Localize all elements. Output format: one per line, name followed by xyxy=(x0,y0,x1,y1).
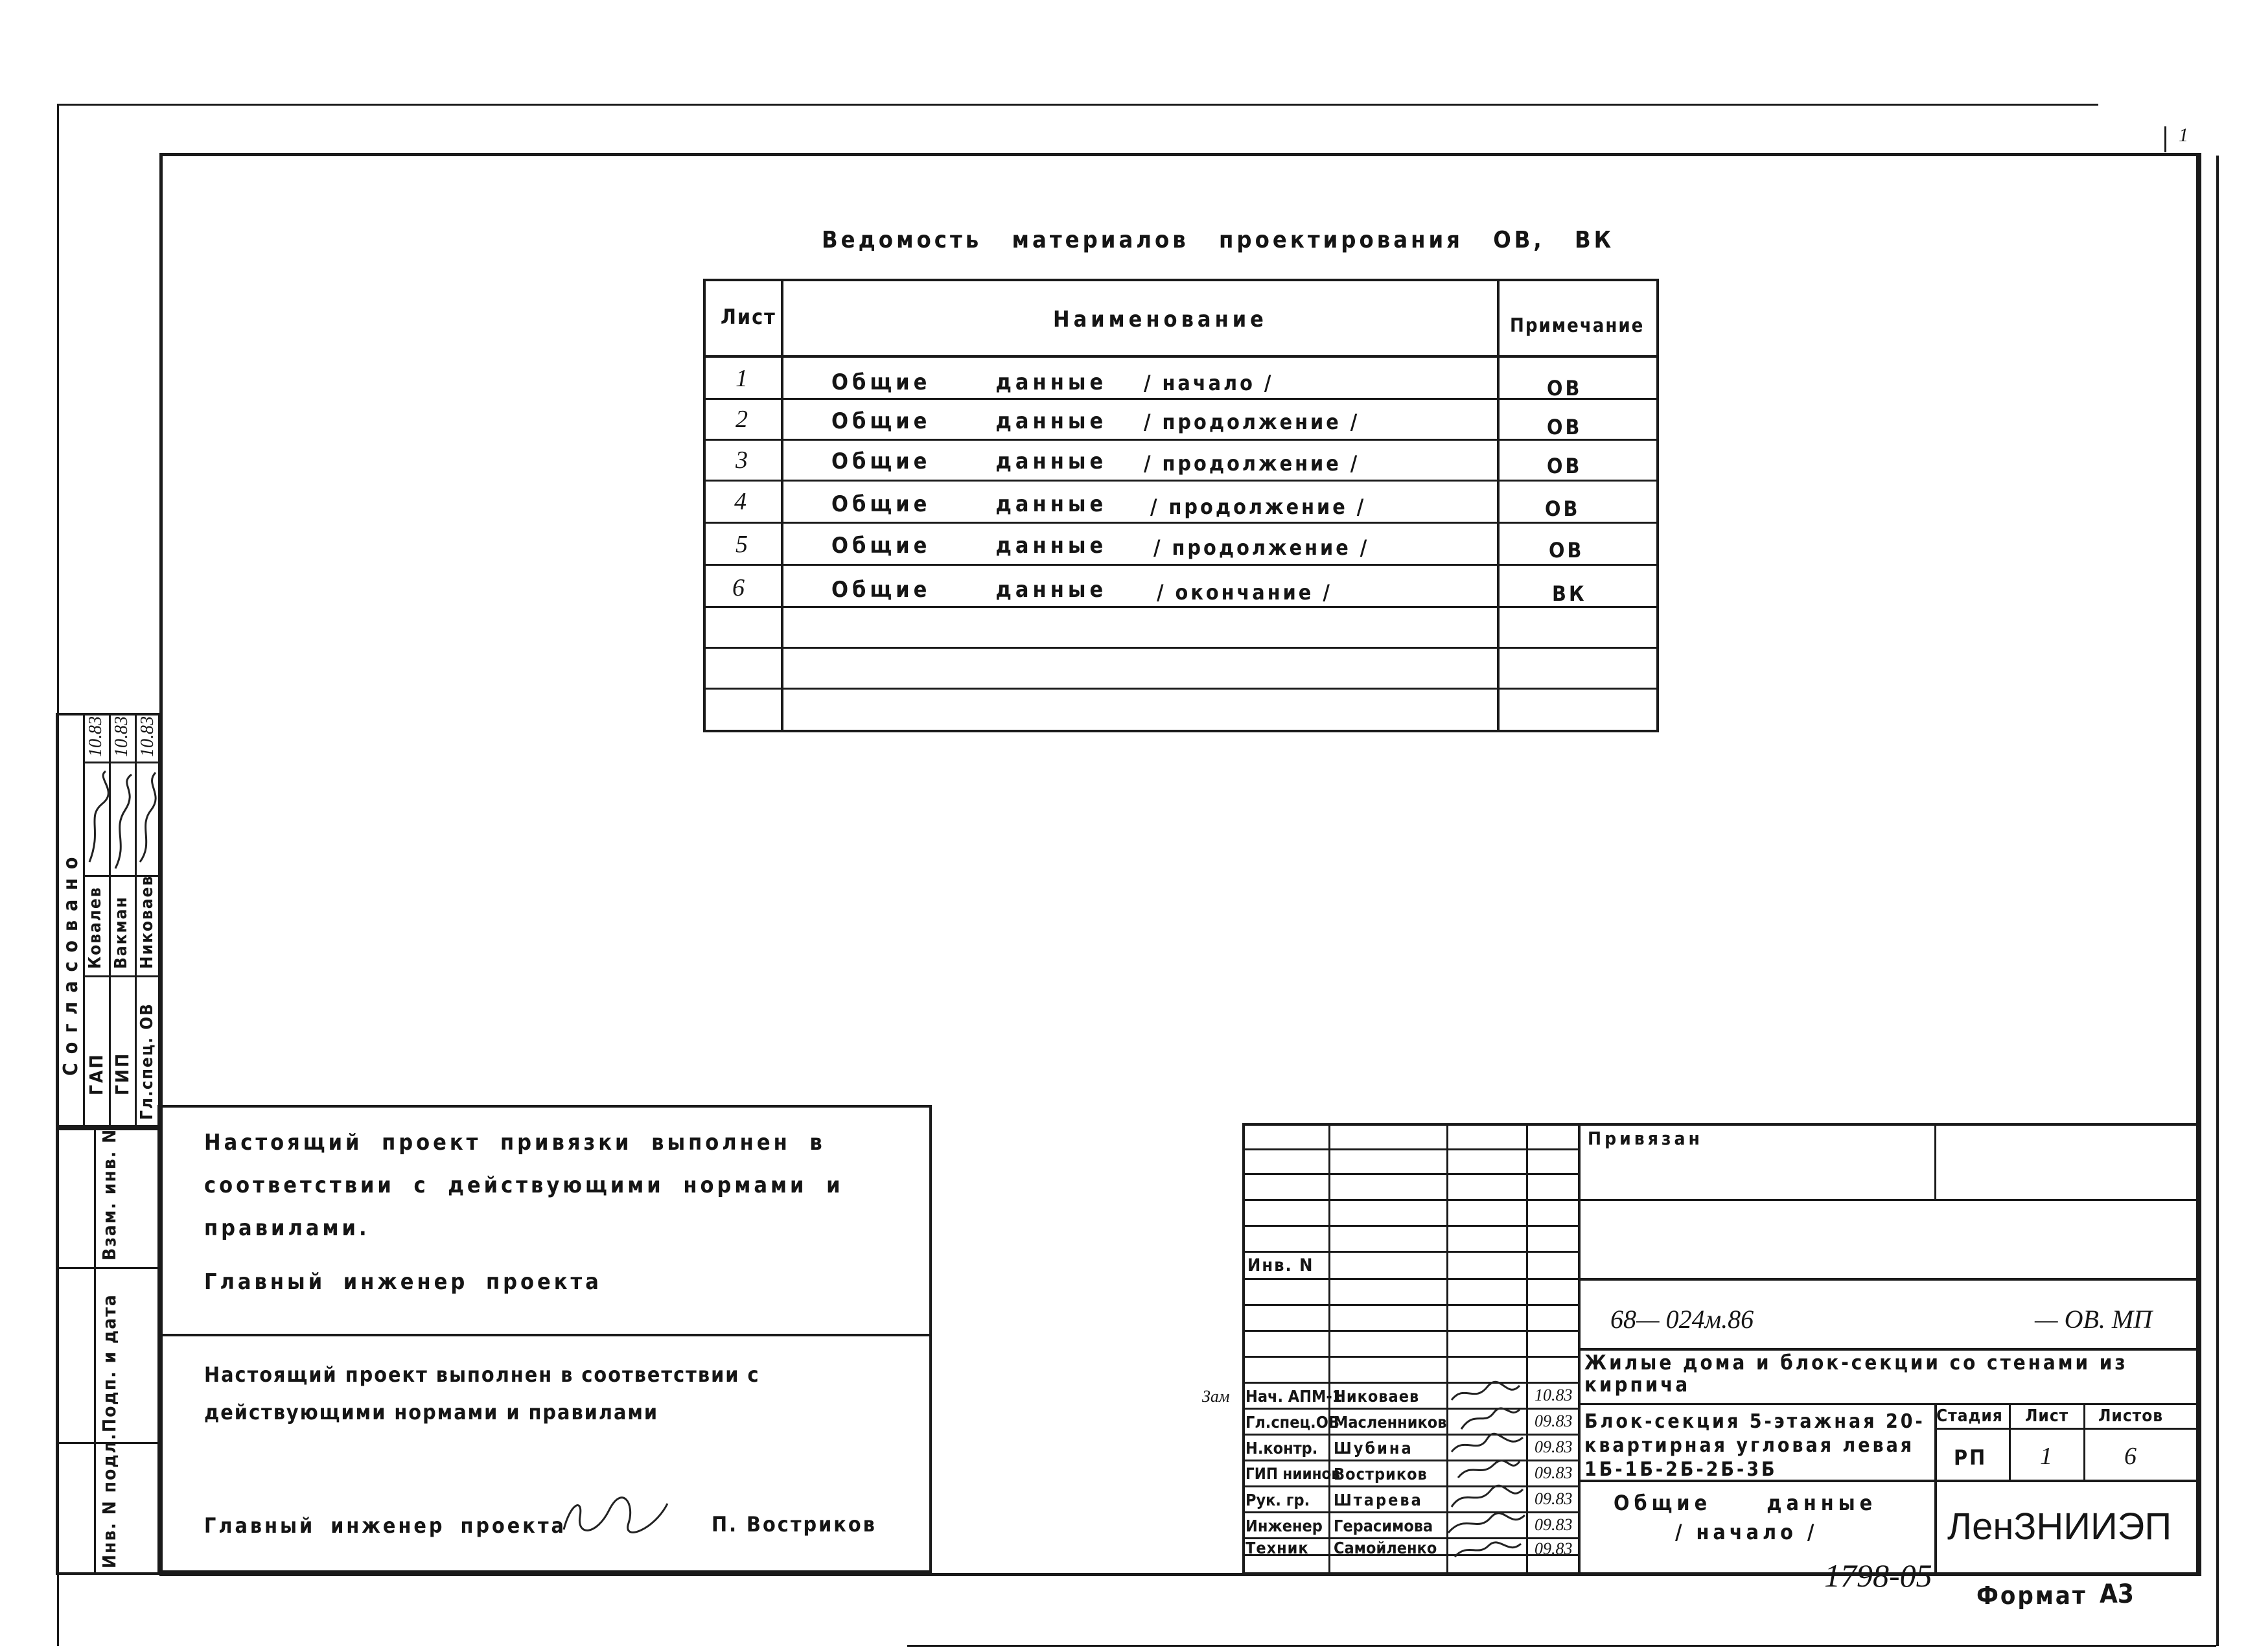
project-compliance-text: Настоящий проект выполнен в соответствии с действующими нормами и правилами xyxy=(204,1362,760,1425)
binding-chief-engineer-label: Главный инженер проекта xyxy=(204,1269,602,1295)
statement-row-line xyxy=(703,688,1659,690)
stage-col xyxy=(2009,1403,2011,1480)
statement-header-name: Наименование xyxy=(1053,307,1268,332)
row-sheet-number: 4 xyxy=(734,488,747,515)
statement-col-line-1 xyxy=(781,279,783,732)
sign-date-label: Подп. и дата xyxy=(98,1294,120,1432)
title-grid-col xyxy=(1328,1123,1330,1575)
agreed-role: ГИП xyxy=(111,1051,133,1095)
staff-role: Рук. гр. xyxy=(1245,1491,1310,1509)
staff-date: 10.83 xyxy=(1535,1386,1573,1404)
row-note: ВК xyxy=(1552,581,1587,606)
agreed-role: Гл.спец. ОВ xyxy=(137,1003,157,1120)
agreed-row-line xyxy=(83,762,161,763)
staff-role: Гл.спец.ОВ xyxy=(1245,1413,1339,1432)
agreed-signatures xyxy=(83,765,161,875)
title-grid-row xyxy=(1242,1304,1579,1306)
agreed-date: 10.83 xyxy=(86,716,106,757)
signature-mark xyxy=(1452,1485,1523,1507)
drawing-code-suffix: — ОВ. МП xyxy=(2035,1305,2153,1334)
staff-date: 09.83 xyxy=(1535,1489,1573,1508)
replace-inv-label: Взам. инв. N xyxy=(98,1128,120,1261)
sheet-value: 1 xyxy=(2040,1443,2052,1470)
signature-mark xyxy=(1448,1513,1525,1533)
row-sheet-number: 3 xyxy=(736,447,748,474)
statement-row-line xyxy=(703,522,1659,524)
signature-mark xyxy=(1452,1382,1520,1400)
project-title: Жилые дома и блок-секции со стенами из кирпича xyxy=(1584,1351,2128,1397)
signature-mark xyxy=(1455,1542,1521,1557)
row-sheet-number: 5 xyxy=(736,531,748,558)
staff-role: Нач. АПМ-1 xyxy=(1245,1387,1343,1406)
sheets-label: Листов xyxy=(2098,1406,2164,1426)
staff-date: 09.83 xyxy=(1535,1437,1573,1456)
staff-date: 09.83 xyxy=(1535,1412,1573,1430)
staff-date: 09.83 xyxy=(1535,1463,1573,1482)
title-grid-row xyxy=(1242,1330,1579,1332)
sheet-title: Общие данные xyxy=(1614,1491,1877,1515)
project-chief-engineer-name: П. Востриков xyxy=(712,1512,877,1537)
title-grid-row xyxy=(1242,1511,1579,1513)
row-name: Общие данные xyxy=(831,533,1107,559)
outer-frame-right xyxy=(2216,156,2219,1646)
inner-frame-right-double xyxy=(2199,153,2201,1576)
row-name: Общие данные xyxy=(831,369,1107,395)
row-sheet-number: 6 xyxy=(732,574,745,601)
row-part: / продолжение / xyxy=(1144,451,1360,476)
title-grid-row xyxy=(1242,1485,1579,1487)
title-grid-row xyxy=(1242,1148,1579,1150)
organization-name: ЛенЗНИИЭП xyxy=(1947,1506,2172,1548)
statement-row-line xyxy=(703,480,1659,482)
stage-col xyxy=(2083,1403,2085,1480)
title-grid-row xyxy=(1242,1460,1579,1461)
outer-frame-bottom xyxy=(907,1645,2216,1647)
title-right-row xyxy=(1578,1278,2199,1281)
staff-name: Самойленко xyxy=(1334,1539,1437,1557)
staff-signatures xyxy=(1448,1380,1526,1575)
stage-row xyxy=(1934,1428,2199,1430)
statement-row-line xyxy=(703,606,1659,608)
sheet-title-part: / начало / xyxy=(1675,1520,1818,1544)
org-col xyxy=(1934,1480,1937,1575)
staff-name: Масленников xyxy=(1334,1413,1447,1432)
row-note: ОВ xyxy=(1547,454,1582,478)
zam-mark: Зам xyxy=(1202,1387,1230,1406)
statement-header-line xyxy=(703,355,1659,358)
outer-frame-top xyxy=(57,104,2098,106)
notes-divider xyxy=(157,1334,932,1336)
title-grid-row xyxy=(1242,1434,1579,1436)
agreed-role: ГАП xyxy=(86,1053,107,1095)
signature-mark xyxy=(115,774,132,868)
bound-label: Привязан xyxy=(1588,1128,1703,1149)
title-right-row xyxy=(1578,1199,2199,1201)
row-part: / окончание / xyxy=(1157,580,1332,605)
left-strip-col-line xyxy=(94,1128,96,1575)
stage-row xyxy=(1934,1403,2199,1405)
sheets-value: 6 xyxy=(2124,1443,2137,1470)
sheet-mark-tick xyxy=(2164,126,2166,152)
statement-title: Ведомость материалов проектирования ОВ, ВК xyxy=(822,227,1615,253)
chief-engineer-signature xyxy=(557,1484,674,1542)
row-name: Общие данные xyxy=(831,448,1107,474)
agreed-date: 10.83 xyxy=(111,716,132,757)
drawing-code: 68— 024м.86 xyxy=(1610,1305,1754,1334)
format-label: Формат xyxy=(1976,1581,2087,1610)
project-chief-engineer-label: Главный инженер проекта xyxy=(204,1513,566,1538)
agreed-name: Никоваев xyxy=(137,874,157,969)
row-note: ОВ xyxy=(1547,415,1582,439)
section-title: Блок-секция 5-этажная 20-квартирная угловая левая 1Б-1Б-2Б-2Б-3Б xyxy=(1584,1410,1925,1481)
title-grid-row xyxy=(1242,1408,1579,1410)
staff-name: Герасимова xyxy=(1334,1517,1433,1535)
title-grid-row xyxy=(1242,1278,1579,1280)
statement-col-line-2 xyxy=(1497,279,1500,732)
row-part: / продолжение / xyxy=(1153,535,1370,560)
statement-row-line xyxy=(703,439,1659,441)
staff-name: Штарева xyxy=(1334,1491,1423,1509)
row-part: / продолжение / xyxy=(1150,494,1367,519)
staff-date: 09.83 xyxy=(1535,1515,1573,1534)
archive-number: 1798-05 xyxy=(1824,1557,1932,1594)
statement-row-line xyxy=(703,398,1659,400)
title-right-row xyxy=(1578,1348,2199,1351)
staff-date: 09.83 xyxy=(1535,1539,1573,1558)
orig-inv-label: Инв. N подл. xyxy=(98,1432,120,1568)
title-mid-row xyxy=(1578,1403,1934,1405)
signature-mark xyxy=(140,773,156,862)
staff-role: Инженер xyxy=(1245,1517,1323,1535)
statement-row-line xyxy=(703,564,1659,566)
agreed-name: Ковалев xyxy=(86,886,105,969)
statement-row-line xyxy=(703,647,1659,649)
row-name: Общие данные xyxy=(831,577,1107,603)
stage-value: РП xyxy=(1954,1445,1987,1470)
title-grid-row xyxy=(1242,1382,1579,1384)
row-note: ОВ xyxy=(1545,496,1581,521)
statement-header-note: Примечание xyxy=(1510,314,1645,336)
row-part: / начало / xyxy=(1144,371,1274,395)
staff-role: Н.контр. xyxy=(1245,1439,1318,1458)
title-grid-row xyxy=(1242,1199,1579,1201)
row-note: ОВ xyxy=(1549,538,1584,563)
signature-mark xyxy=(1458,1461,1520,1478)
title-grid-row xyxy=(1242,1225,1579,1227)
title-grid-row xyxy=(1242,1251,1579,1253)
agreed-title: Согласовано xyxy=(60,848,82,1076)
left-strip-row-line xyxy=(56,1267,161,1269)
row-sheet-number: 1 xyxy=(736,365,748,392)
statement-header-sheet: Лист xyxy=(721,305,776,329)
row-name: Общие данные xyxy=(831,491,1107,517)
row-note: ОВ xyxy=(1547,376,1582,401)
agreed-row-line xyxy=(83,975,161,977)
staff-name: Шубина xyxy=(1334,1439,1413,1458)
format-value: А3 xyxy=(2100,1579,2134,1609)
row-sheet-number: 2 xyxy=(736,406,748,433)
title-right-col xyxy=(1934,1123,1936,1199)
agreed-name: Вакман xyxy=(111,896,131,969)
staff-name: Востриков xyxy=(1334,1465,1428,1483)
sheet-mark: 1 xyxy=(2179,124,2188,146)
signature-mark xyxy=(1452,1434,1523,1452)
row-part: / продолжение / xyxy=(1144,410,1360,434)
staff-role: ГИП ниинов xyxy=(1245,1465,1341,1483)
stage-label: Стадия xyxy=(1936,1406,2003,1426)
sheet-label: Лист xyxy=(2025,1406,2069,1426)
title-grid-col xyxy=(1526,1123,1528,1575)
signature-mark xyxy=(89,771,108,862)
binding-compliance-text: Настоящий проект привязки выполнен в соответствии с действующими нормами и правилами. xyxy=(204,1130,844,1241)
staff-name: Никоваев xyxy=(1334,1387,1420,1406)
title-grid-row xyxy=(1242,1356,1579,1358)
signature-mark xyxy=(1461,1408,1520,1429)
agreed-date: 10.83 xyxy=(137,716,157,757)
title-grid-row xyxy=(1242,1173,1579,1175)
staff-role: Техник xyxy=(1245,1539,1309,1557)
inv-label: Инв. N xyxy=(1247,1255,1314,1275)
row-name: Общие данные xyxy=(831,408,1107,434)
